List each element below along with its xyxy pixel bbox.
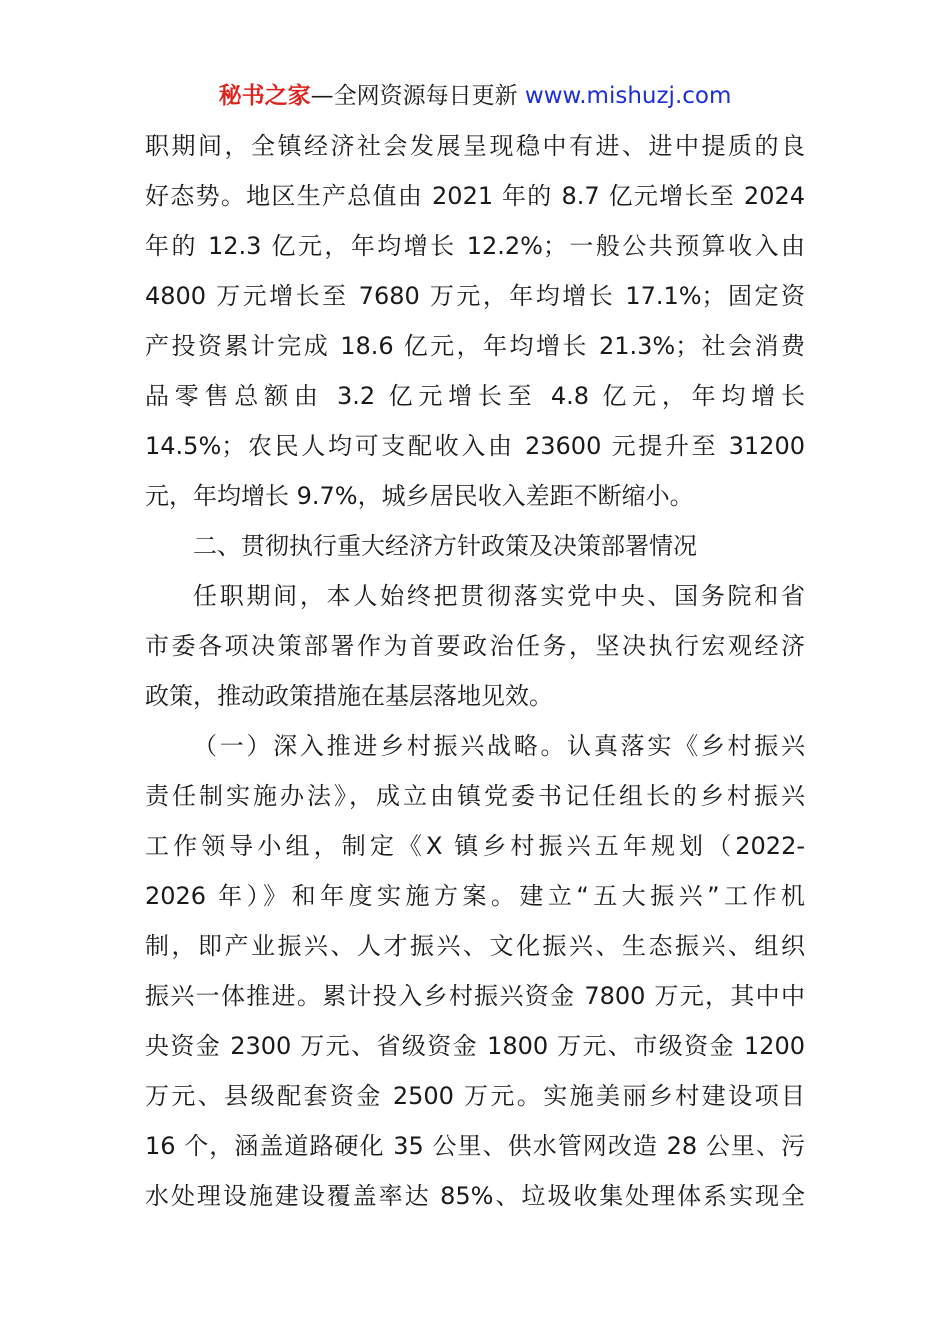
text-line: 水处理设施建设覆盖率达 85%、垃圾收集处理体系实现全 — [145, 1182, 805, 1210]
site-url-link[interactable]: www.mishuzj.com — [524, 83, 732, 109]
header-tagline: —全网资源每日更新 — [310, 83, 525, 109]
text-line: （一）深入推进乡村振兴战略。认真落实《乡村振兴 — [193, 732, 805, 760]
text-line: 市委各项决策部署作为首要政治任务，坚决执行宏观经济 — [145, 632, 805, 660]
text-line: 万元、县级配套资金 2500 万元。实施美丽乡村建设项目 — [145, 1082, 805, 1110]
text-line: 央资金 2300 万元、省级资金 1800 万元、市级资金 1200 — [145, 1032, 805, 1060]
text-line: 年的 12.3 亿元，年均增长 12.2%；一般公共预算收入由 — [145, 232, 805, 260]
text-line: 职期间，全镇经济社会发展呈现稳中有进、进中提质的良 — [145, 132, 805, 160]
text-line: 元，年均增长 9.7%，城乡居民收入差距不断缩小。 — [145, 482, 694, 510]
text-line: 工作领导小组，制定《X 镇乡村振兴五年规划（2022- — [145, 832, 805, 860]
text-line: 产投资累计完成 18.6 亿元，年均增长 21.3%；社会消费 — [145, 332, 805, 360]
section-heading: 二、贯彻执行重大经济方针政策及决策部署情况 — [193, 532, 697, 560]
text-line: 2026 年）》和年度实施方案。建立“五大振兴”工作机 — [145, 882, 805, 910]
brand-name: 秘书之家 — [218, 83, 311, 109]
text-line: 14.5%；农民人均可支配收入由 23600 元提升至 31200 — [145, 432, 805, 460]
site-header — [0, 80, 950, 112]
text-line: 政策，推动政策措施在基层落地见效。 — [145, 682, 553, 710]
text-line: 品零售总额由 3.2 亿元增长至 4.8 亿元，年均增长 — [145, 382, 805, 410]
text-line: 责任制实施办法》，成立由镇党委书记任组长的乡村振兴 — [145, 782, 805, 810]
text-line: 好态势。地区生产总值由 2021 年的 8.7 亿元增长至 2024 — [145, 182, 805, 210]
text-line: 振兴一体推进。累计投入乡村振兴资金 7800 万元，其中中 — [145, 982, 805, 1010]
text-line: 16 个，涵盖道路硬化 35 公里、供水管网改造 28 公里、污 — [145, 1132, 805, 1160]
text-line: 4800 万元增长至 7680 万元，年均增长 17.1%；固定资 — [145, 282, 805, 310]
text-line: 任职期间，本人始终把贯彻落实党中央、国务院和省 — [193, 582, 805, 610]
text-line: 制，即产业振兴、人才振兴、文化振兴、生态振兴、组织 — [145, 932, 805, 960]
